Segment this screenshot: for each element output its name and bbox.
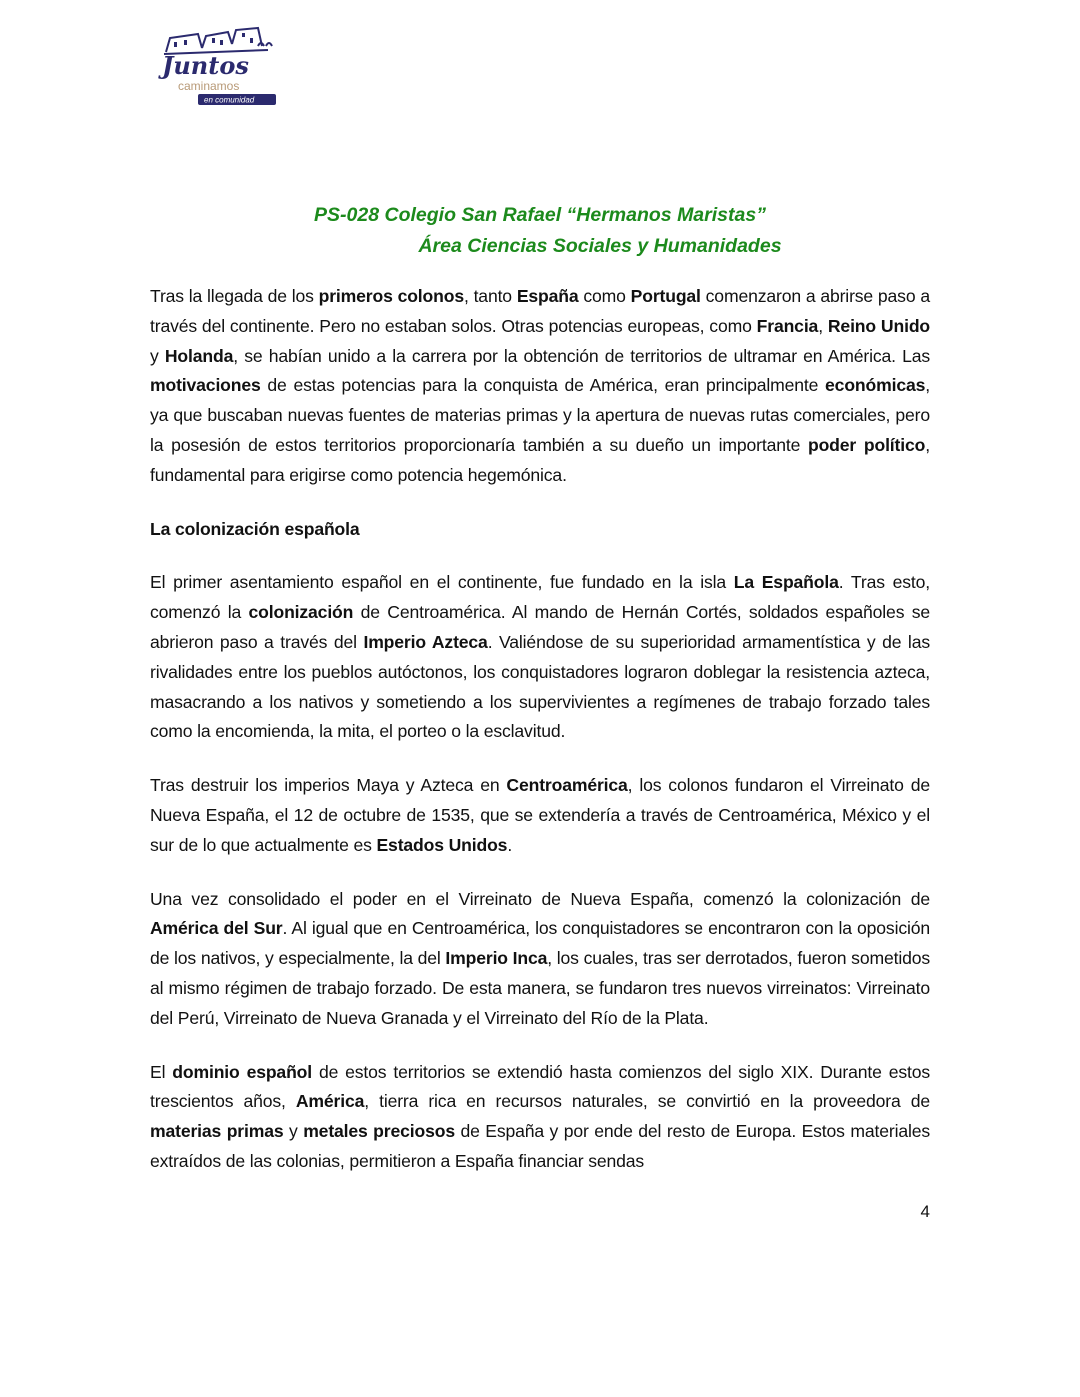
text: , los colonos fundaron el Virreinato de Nueva España, el 12 de octubre de 1535, que se extendería a través de Centroamérica, México y el sur de lo que actualmente es [150, 775, 931, 855]
text: , fundamental para erigirse como potencia hegemónica. [150, 434, 930, 485]
page-number: 4 [920, 1201, 930, 1221]
text: , tanto [463, 286, 517, 306]
paragraph [150, 885, 930, 1034]
area-title: Área Ciencias Sociales y Humanidades [418, 235, 782, 257]
bold-text: poder político [807, 434, 926, 455]
text: El [150, 1061, 173, 1082]
bold-text: Reino Unido [827, 315, 931, 336]
text: comenzaron a abrirse paso a través del continente. Pero no estaban solos. Otras potencias europeas, como [150, 286, 930, 336]
bold-text: Estados Unidos [376, 834, 508, 855]
bold-text: materias primas [150, 1121, 284, 1142]
text: El primer asentamiento español en el continente, fue fundado en la isla [150, 572, 734, 593]
text: de España y por ende del resto de Europa. Estos materiales extraídos de las colonias, permitieron a España financiar sendas [150, 1121, 931, 1171]
paragraph [150, 568, 930, 747]
text: Tras la llegada de los [150, 286, 319, 306]
document-body [150, 282, 930, 1177]
bold-text: Holanda [164, 345, 234, 366]
paragraph [150, 771, 930, 860]
svg-text:en comunidad: en comunidad [204, 95, 255, 105]
paragraph [150, 282, 930, 491]
bold-text: dominio español [172, 1061, 313, 1082]
bold-text: económicas [825, 375, 926, 396]
juntos-caminamos-logo [158, 26, 283, 106]
text: de estos territorios se extendió hasta comienzos del siglo XIX. Durante estos trescientos años, [150, 1061, 931, 1112]
bold-text: Centroamérica [506, 775, 628, 796]
text: . Al igual que en Centroamérica, los conquistadores se encontraron con la oposición de los nativos, y especialmente, la del [150, 918, 930, 969]
text: Tras destruir los imperios Maya y Azteca en [150, 775, 507, 796]
document-header [0, 200, 1080, 262]
text: . Tras esto, comenzó la [150, 572, 930, 623]
text: , ya que buscaban nuevas fuentes de materias primas y la apertura de nuevas rutas comerciales, pero la posesión de estos territorios proporcionaría también a su dueño un importante [150, 375, 930, 455]
svg-text:Juntos: Juntos [162, 51, 249, 80]
bold-text: España [516, 286, 579, 306]
paragraph [150, 1058, 930, 1177]
page-content [150, 282, 930, 1253]
text: . [507, 834, 513, 855]
bold-text: Francia [756, 315, 819, 336]
text: , tierra rica en recursos naturales, se convirtió en la proveedora de [364, 1091, 930, 1112]
bold-text: América del Sur [150, 918, 283, 939]
bold-text: primeros colonos [318, 286, 464, 306]
text: , los cuales, tras ser derrotados, fueron sometidos al mismo régimen de trabajo forzado. De esta manera, se fundaron tres nuevos virreinatos: Virreinato del Perú, Virreinato de Nueva Granada y el Virreinato del Río de la Plata. [150, 948, 931, 1028]
text: y [150, 345, 165, 366]
svg-text:caminamos: caminamos [178, 79, 240, 93]
bold-text: Imperio Inca [445, 948, 548, 969]
bold-text: América [295, 1091, 365, 1112]
text: . Valiéndose de su superioridad armamentística y de las rivalidades entre los pueblos autóctonos, los conquistadores lograron doblegar la resistencia azteca, masacrando a los nativos y sometiendo a los supervivientes a regímenes de trabajo forzado tales como la encomienda, la mita, el porteo o la esclavitud. [150, 631, 930, 742]
section-heading [150, 515, 930, 545]
bold-text: La Española [733, 572, 839, 593]
bold-text: colonización [248, 602, 354, 623]
text: , se habían unido a la carrera por la obtención de territorios de ultramar en América. Las [233, 345, 930, 366]
bold-text: metales preciosos [303, 1121, 455, 1142]
text: de Centroamérica. Al mando de Hernán Cortés, soldados españoles se abrieron paso a través del [150, 602, 930, 652]
text: Una vez consolidado el poder en el Virreinato de Nueva España, comenzó la colonización de [150, 888, 930, 909]
bold-text: motivaciones [150, 375, 261, 396]
text: , [818, 315, 828, 336]
text: como [578, 286, 631, 306]
text: y [283, 1121, 304, 1142]
school-title: PS-028 Colegio San Rafael “Hermanos Maristas” [314, 204, 766, 226]
text: La colonización española [150, 518, 360, 539]
bold-text: Portugal [630, 286, 701, 306]
text: de estas potencias para la conquista de América, eran principalmente [260, 375, 826, 396]
bold-text: Imperio Azteca [363, 631, 488, 652]
